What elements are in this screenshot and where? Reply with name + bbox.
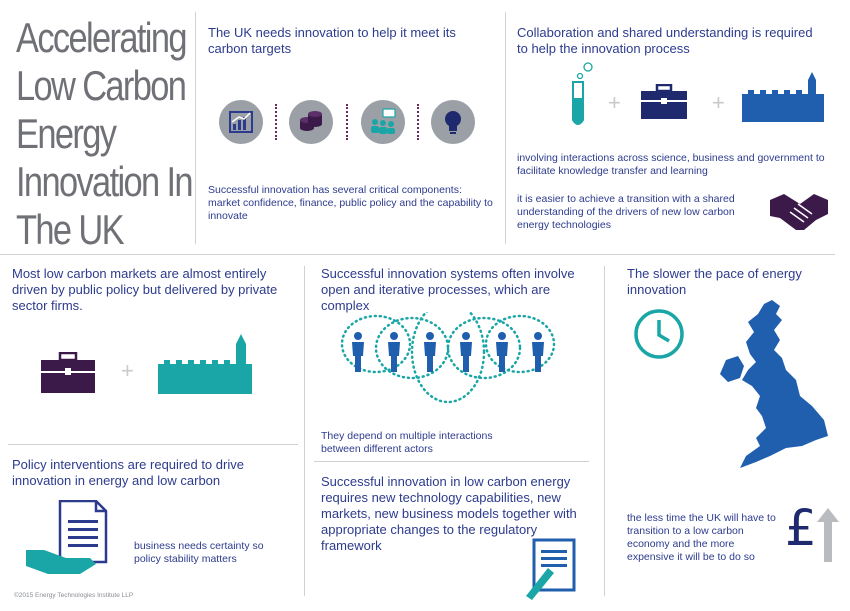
dotted-separator <box>275 104 279 140</box>
section-body: it is easier to achieve a transition with a shared understanding of the drivers of new low carbon energy technologies <box>517 193 735 231</box>
section-body: They depend on multiple interactions between different actors <box>321 430 493 455</box>
section-heading: Most low carbon markets are almost entirely driven by public policy but delivered by private sector firms. <box>12 266 278 313</box>
section-heading: Policy interventions are required to drive innovation in energy and low carbon <box>12 457 244 488</box>
section-body: business needs certainty so policy stability matters <box>134 540 264 565</box>
coins-icon <box>289 100 333 144</box>
plus-icon: + <box>121 358 134 383</box>
clock-icon <box>633 308 685 360</box>
briefcase-icon <box>640 84 688 120</box>
dotted-separator <box>417 104 421 140</box>
uk-map-icon <box>716 300 830 472</box>
plus-icon: + <box>608 90 621 115</box>
chart-icon <box>219 100 263 144</box>
people-network-illustration <box>340 312 558 412</box>
plus-icon: + <box>712 90 725 115</box>
pound-icon: £ <box>785 499 817 557</box>
section-heading: Successful innovation in low carbon energy requires new technology capabilities, new markets, new business models together with appropriate changes to the regulatory framework <box>321 474 577 553</box>
section-heading: The slower the pace of energy innovation <box>627 266 802 297</box>
section-body: Successful innovation has several critical components: market confidence, finance, public policy and the capability to innovate <box>208 184 493 222</box>
divider <box>304 266 305 596</box>
title-line: Energy <box>16 110 116 157</box>
parliament-icon <box>742 70 824 122</box>
page-title <box>16 14 192 254</box>
copyright: ©2015 Energy Technologies Institute LLP <box>14 592 134 599</box>
section-heading: The UK needs innovation to help it meet its carbon targets <box>208 25 456 56</box>
people-chat-icon <box>361 100 405 144</box>
title-line: The UK <box>16 206 123 253</box>
divider <box>505 12 506 244</box>
parliament-icon <box>158 332 252 394</box>
briefcase-icon <box>40 352 96 394</box>
title-line: Low Carbon <box>16 62 186 109</box>
divider <box>195 12 196 244</box>
dotted-separator <box>346 104 350 140</box>
arrow-up-icon <box>817 508 839 562</box>
title-line: Innovation In <box>16 158 192 205</box>
divider <box>8 444 298 445</box>
handshake-icon <box>770 190 828 232</box>
divider <box>0 254 835 255</box>
divider <box>604 266 605 596</box>
section-body: the less time the UK will have to transition to a low carbon economy and the more expensive it will be to do so <box>627 512 776 563</box>
contract-pen-icon <box>522 538 578 600</box>
title-line: Accelerating <box>16 14 186 61</box>
section-heading: Successful innovation systems often involve open and iterative processes, which are complex <box>321 266 575 313</box>
divider <box>314 461 589 462</box>
section-heading: Collaboration and shared understanding is required to help the innovation process <box>517 25 813 56</box>
test-tube-icon <box>565 62 595 130</box>
document-hand-icon <box>26 500 110 576</box>
lightbulb-icon <box>431 100 475 144</box>
section-body: involving interactions across science, business and government to facilitate knowledge transfer and learning <box>517 152 825 177</box>
